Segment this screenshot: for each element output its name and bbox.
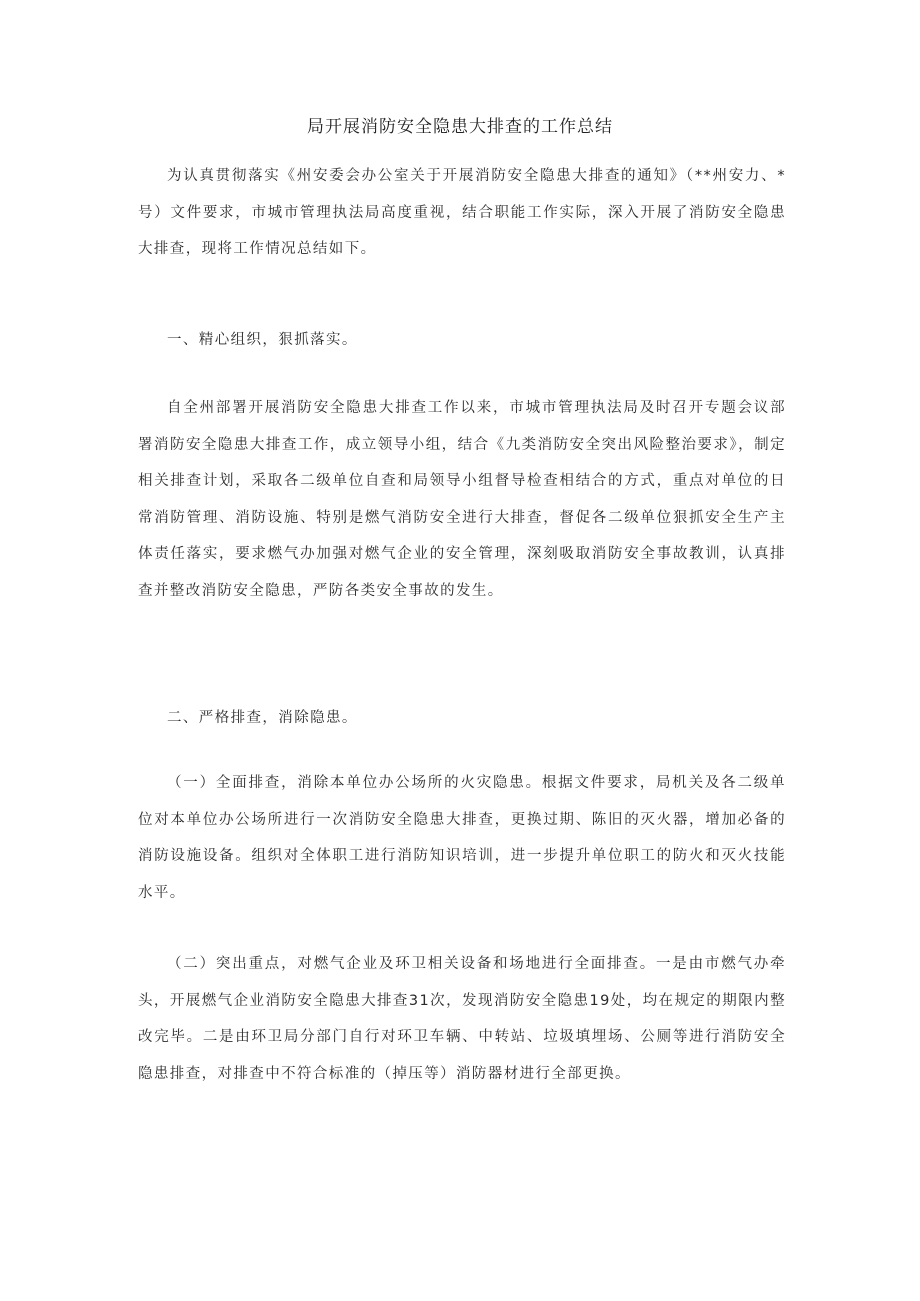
section-1-heading: 一、精心组织，狠抓落实。 xyxy=(167,332,358,348)
intro-paragraph: 为认真贯彻落实《州安委会办公室关于开展消防安全隐患大排查的通知》（**州安力、*号）文件要求，市城市管理执法局高度重视，结合职能工作实际，深入开展了消防安全隐患大排查，现将工作情况总结如下。 xyxy=(138,168,786,257)
document-title: 局开展消防安全隐患大排查的工作总结 xyxy=(307,117,613,137)
section-1-paragraph: 自全州部署开展消防安全隐患大排查工作以来，市城市管理执法局及时召开专题会议部署消防安全隐患大排查工作，成立领导小组，结合《九类消防安全突出风险整治要求》，制定相关排查计划，采取各二级单位自查和局领导小组督导检查相结合的方式，重点对单位的日常消防管理、消防设施、特别是燃气消防安全进行大排查，督促各二级单位狠抓安全生产主体责任落实，要求燃气办加强对燃气企业的安全管理，深刻吸取消防安全事故教训，认真排查并整改消防安全隐患，严防各类安全事故的发生。 xyxy=(138,400,786,599)
section-2-item-1: （一）全面排查，消除本单位办公场所的火灾隐患。根据文件要求，局机关及各二级单位对本单位办公场所进行一次消防安全隐患大排查，更换过期、陈旧的灭火器，增加必备的消防设施设备。组织对全体职工进行消防知识培训，进一步提升单位职工的防火和灭火技能水平。 xyxy=(138,775,786,901)
section-2-heading: 二、严格排查，消除隐患。 xyxy=(167,710,358,726)
section-2-item-2: （二）突出重点，对燃气企业及环卫相关设备和场地进行全面排查。一是由市燃气办牵头，开展燃气企业消防安全隐患大排查31次，发现消防安全隐患19处，均在规定的期限内整改完毕。二是由环卫局分部门自行对环卫车辆、中转站、垃圾填埋场、公厕等进行消防安全隐患排查，对排查中不符合标准的（掉压等）消防器材进行全部更换。 xyxy=(138,956,786,1082)
